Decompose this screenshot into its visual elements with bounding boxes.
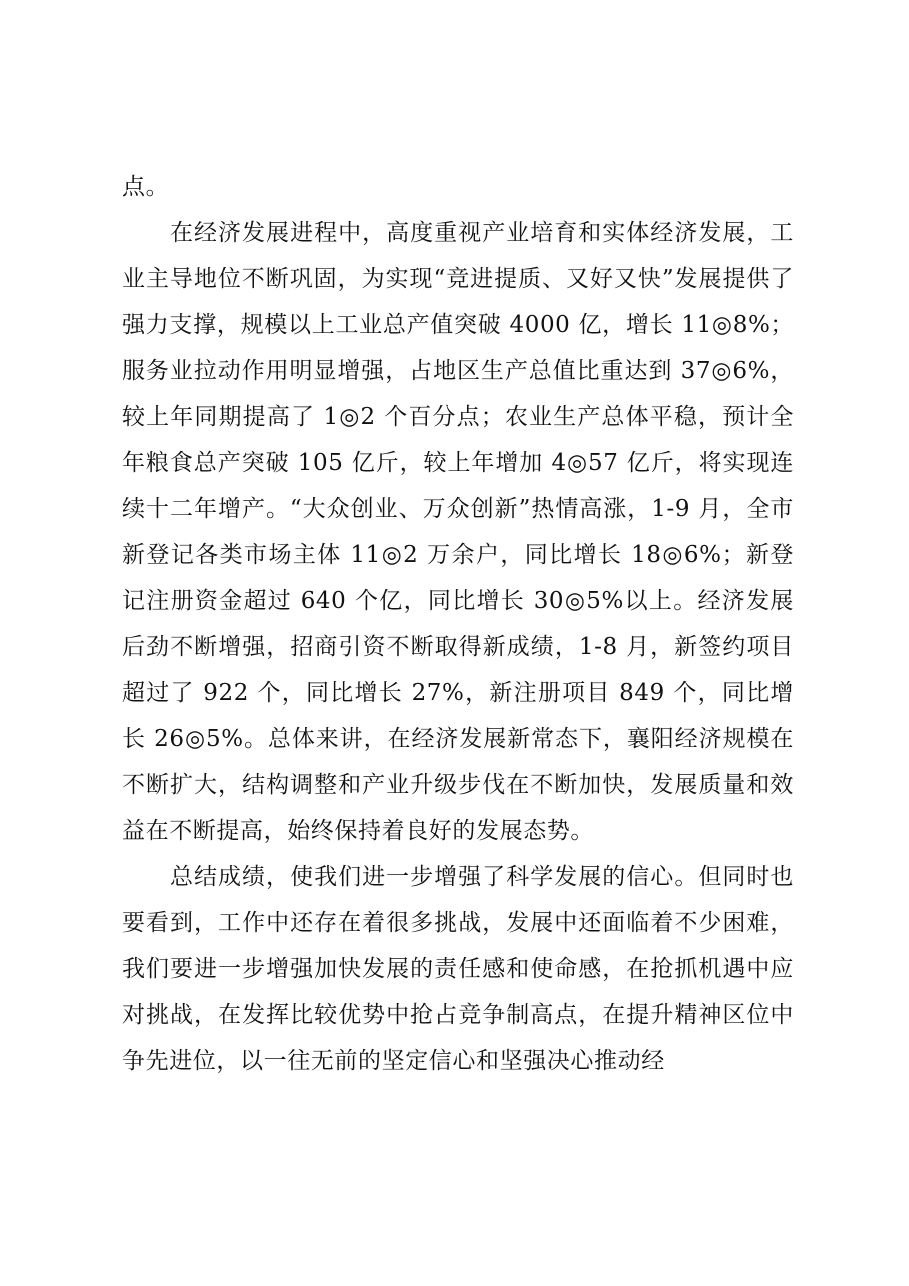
paragraph-3: 总结成绩，使我们进一步增强了科学发展的信心。但同时也要看到，工作中还存在着很多挑战，发展中还面临着不少困难，我们要进一步增强加快发展的责任感和使命感，在抢抓机遇中应对挑战，在发挥比较优势中抢占竞争制高点，在提升精神区位中争先进位，以一往无前的坚定信心和坚强决心推动经 xyxy=(122,864,794,1074)
paragraph-1: 点。 xyxy=(122,174,170,200)
paragraph-2: 在经济发展进程中，高度重视产业培育和实体经济发展，工业主导地位不断巩固，为实现“竞进提质、又好又快”发展提供了强力支撑，规模以上工业总产值突破 4000 亿，增长 11◎8%；服务业拉动作用明显增强，占地区生产总值比重达到 37◎6%，较上年同期提高了 1◎2 个百分点；农业生产总体平稳，预计全年粮食总产突破 105 亿斤，较上年增加 4◎57 亿斤，将实现连续十二年增产。“大众创业、万众创新”热情高涨，1-9 月，全市新登记各类市场主体 11◎2 万余户，同比增长 18◎6%；新登记注册资金超过 640 个亿，同比增长 30◎5%以上。经济发展后劲不断增强，招商引资不断取得新成绩，1-8 月，新签约项目超过了 922 个，同比增长 27%，新注册项目 849 个，同比增长 26◎5%。总体来讲，在经济发展新常态下，襄阳经济规模在不断扩大，结构调整和产业升级步伐在不断加快，发展质量和效益在不断提高，始终保持着良好的发展态势。 xyxy=(122,220,794,844)
document-body xyxy=(122,164,794,1084)
